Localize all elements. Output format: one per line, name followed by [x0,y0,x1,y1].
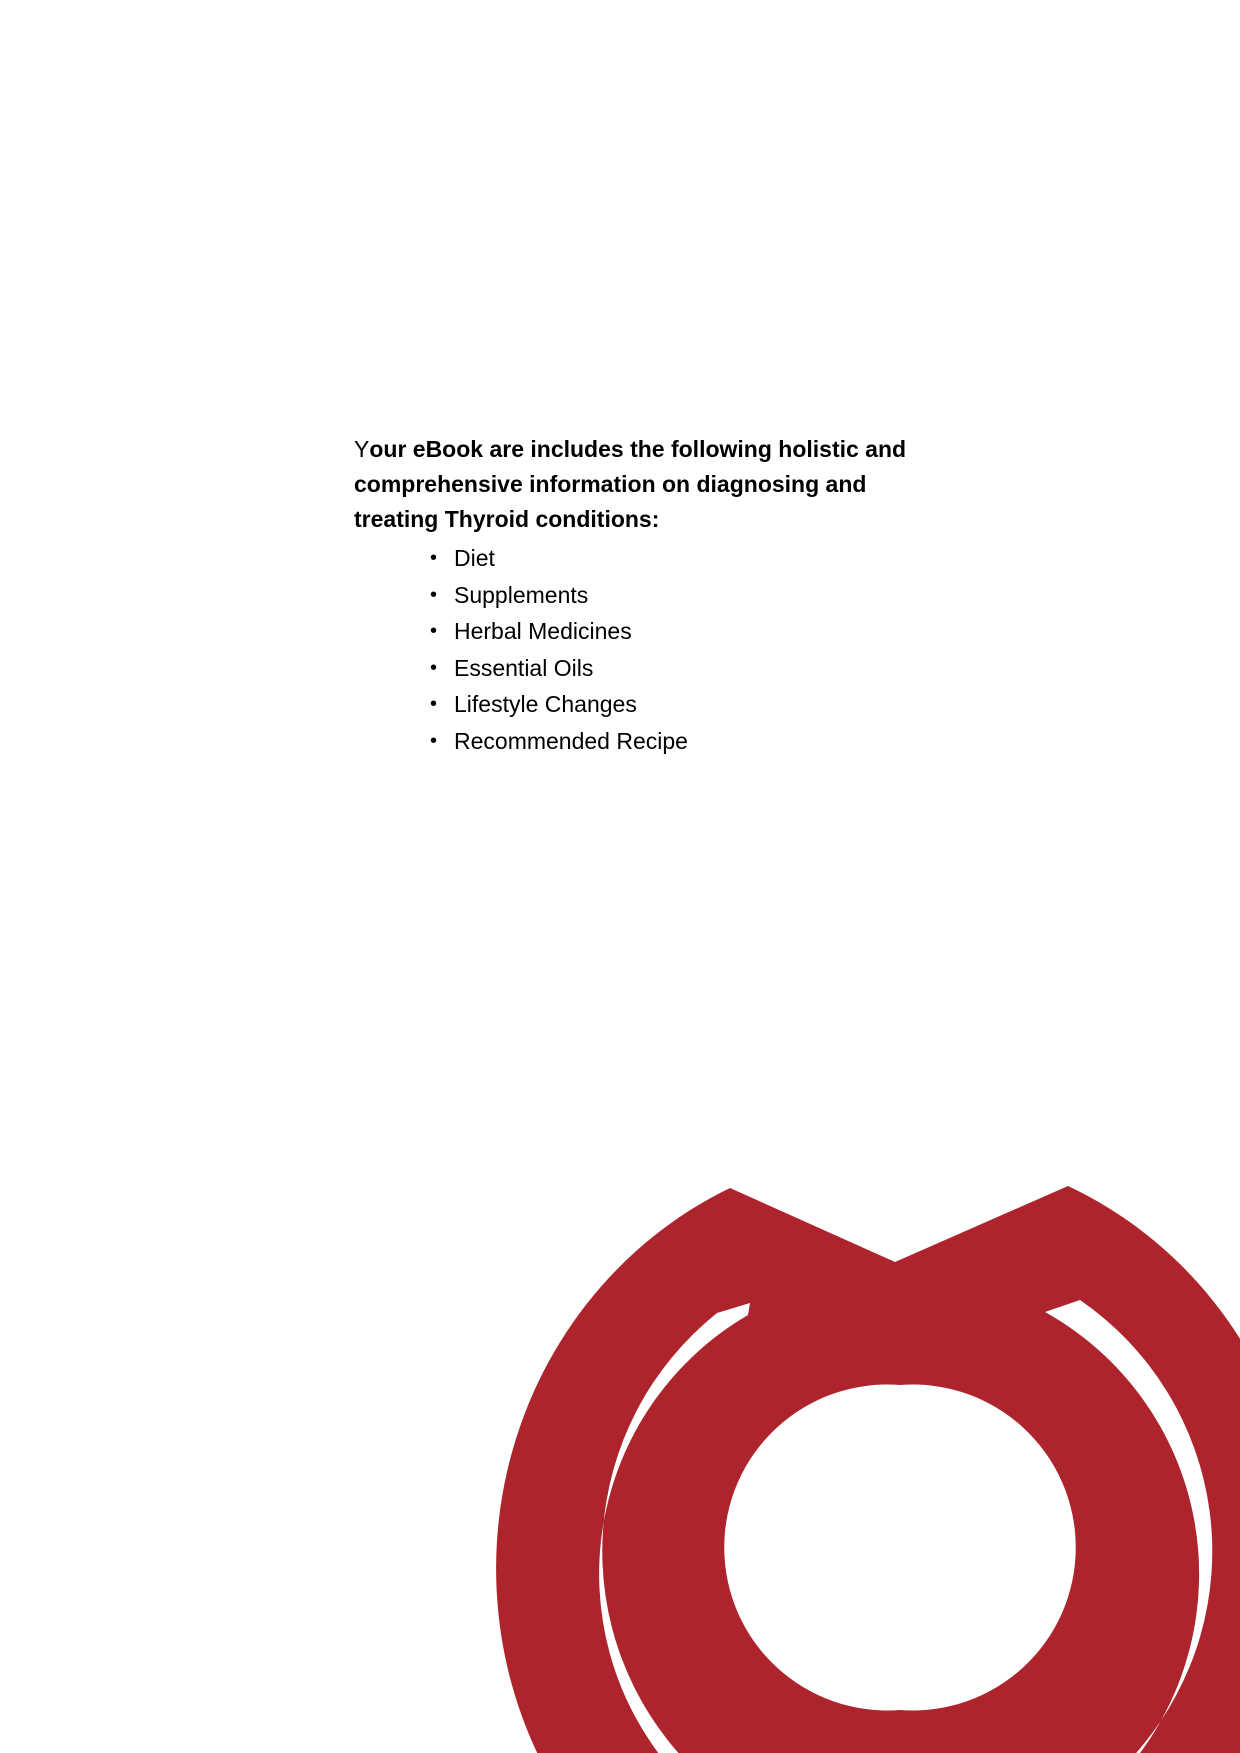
list-item: • Diet [354,540,688,577]
intro-first-letter: Y [354,436,370,462]
list-item: • Herbal Medicines [354,613,688,650]
logo-ring-shape [496,1186,1240,1753]
list-item: • Essential Oils [354,650,688,687]
list-item: • Recommended Recipe [354,723,688,760]
list-item: • Supplements [354,577,688,614]
list-item: • Lifestyle Changes [354,686,688,723]
intro-text: our eBook are includes the following holistic and comprehensive information on diagnosing and treating Thyroid conditions: [354,436,907,532]
